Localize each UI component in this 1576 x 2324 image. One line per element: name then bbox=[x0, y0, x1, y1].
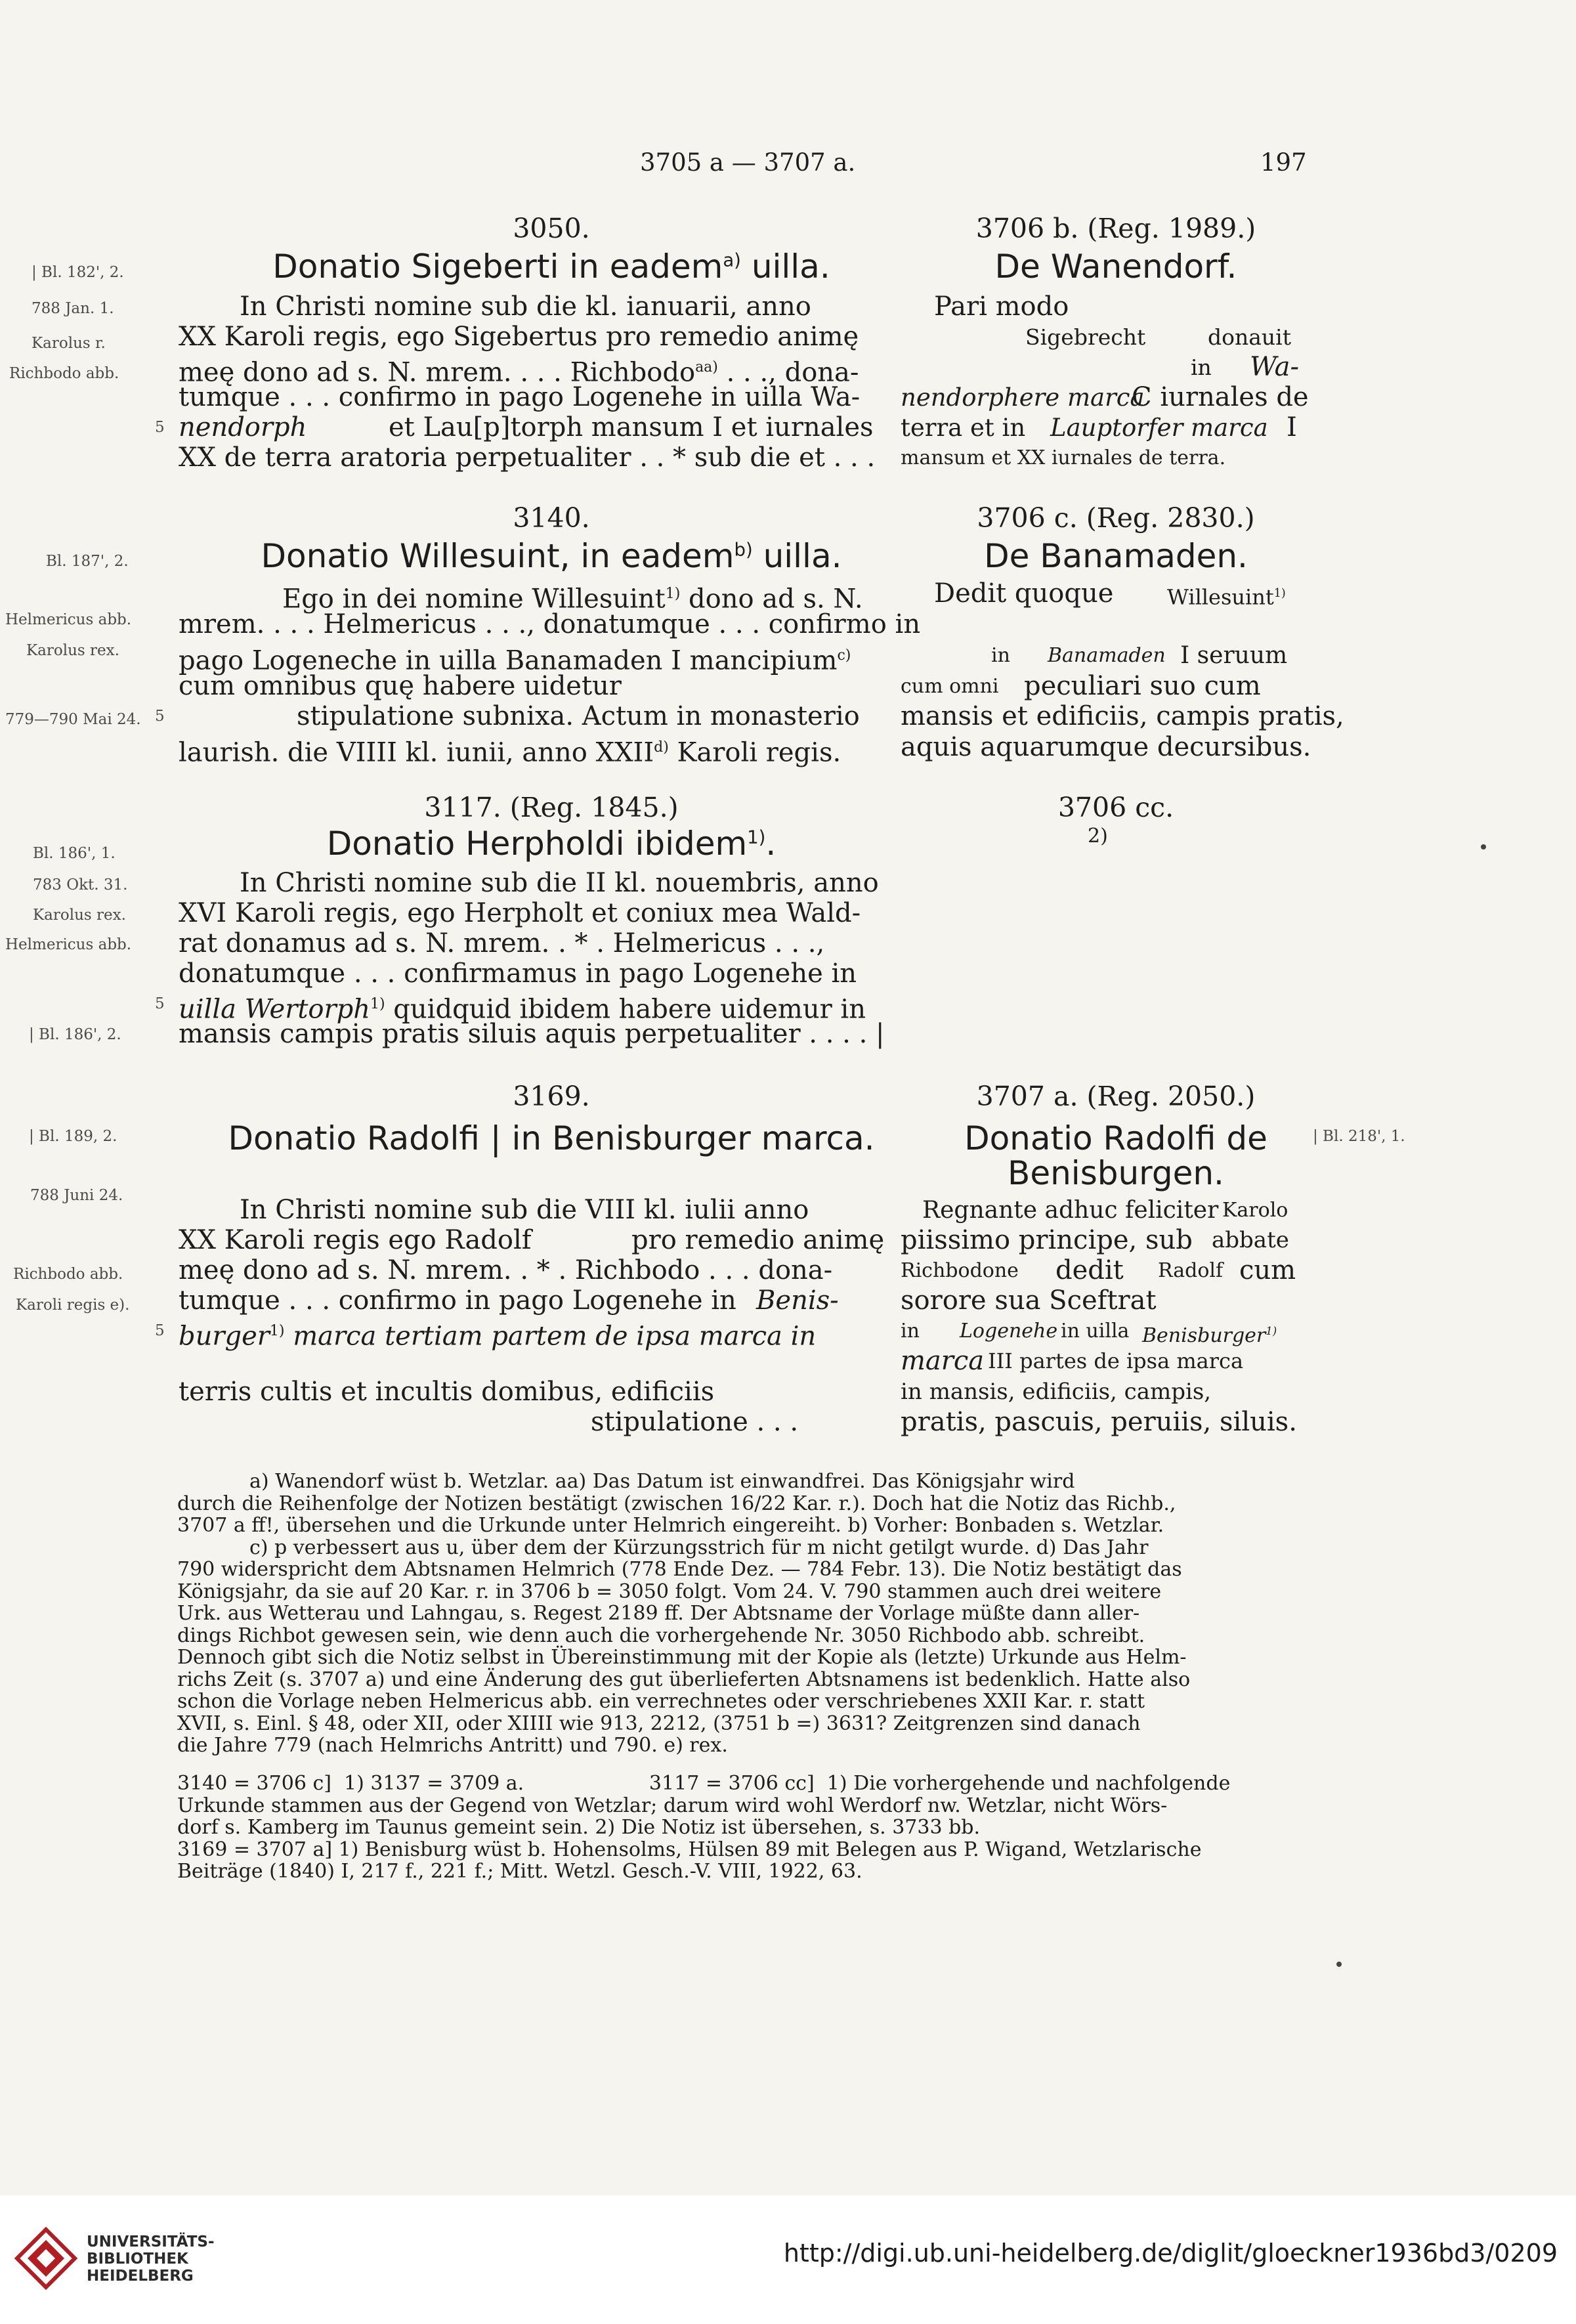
entry-number: 3707 a. (Reg. 2050.) bbox=[976, 1081, 1256, 1112]
margin-note: Helmericus abb. bbox=[5, 611, 132, 628]
footnote-line: 790 widerspricht dem Abtsnamen Helmrich (778 Ende Dez. — 784 Febr. 13). Die Notiz bestätigt das bbox=[177, 1558, 1182, 1581]
text-line: donauit bbox=[1208, 324, 1291, 350]
text-line: In Christi nomine sub die VIII kl. iulii anno bbox=[240, 1195, 809, 1225]
margin-note: Karolus rex. bbox=[33, 907, 126, 924]
text-line: pro remedio animę bbox=[631, 1225, 885, 1255]
text-line: peculiari suo cum bbox=[1024, 671, 1261, 701]
text-line: sorore sua Sceftrat bbox=[901, 1285, 1157, 1316]
text-line: in uilla bbox=[1061, 1320, 1130, 1343]
text-line: III partes de ipsa marca bbox=[988, 1348, 1244, 1373]
running-title: 3705 a — 3707 a. bbox=[640, 148, 856, 177]
text-line: Lauptorfer marca bbox=[1050, 414, 1268, 442]
text-line: cum omni bbox=[901, 675, 999, 698]
page-number: 197 bbox=[1260, 148, 1307, 177]
text-line: In Christi nomine sub die kl. ianuarii, anno bbox=[240, 291, 811, 322]
text-line: dedit bbox=[1055, 1255, 1124, 1285]
margin-note: | Bl. 218', 1. bbox=[1313, 1128, 1405, 1145]
entry-title-cont: Benisburgen. bbox=[1008, 1154, 1224, 1192]
text-line: I seruum bbox=[1180, 642, 1288, 669]
margin-note: Bl. 186', 1. bbox=[33, 845, 116, 862]
scan-speck bbox=[1336, 1962, 1342, 1967]
margin-note: Karolus r. bbox=[32, 335, 106, 352]
footnotes-commentary bbox=[177, 1773, 1230, 1883]
margin-note: | Bl. 189, 2. bbox=[29, 1128, 117, 1145]
footnote-line: Urk. aus Wetterau und Lahngau, s. Regest 2189 ff. Der Abtsname der Vorlage müßte dann aller- bbox=[177, 1602, 1140, 1625]
institution-name: UNIVERSITÄTS- BIBLIOTHEK HEIDELBERG bbox=[87, 2233, 215, 2285]
text-line: mrem. . . . Helmericus . . ., donatumque . . . confirmo in bbox=[179, 609, 921, 639]
footnote-line: 3140 = 3706 c] 1) 3137 = 3709 a. 3117 = 3706 cc] 1) Die vorhergehende und nachfolgende bbox=[177, 1772, 1231, 1795]
text-line: tumque . . . confirmo in pago Logenehe in uilla Wa- bbox=[179, 382, 861, 412]
footnote-line: a) Wanendorf wüst b. Wetzlar. aa) Das Datum ist einwandfrei. Das Königsjahr wird bbox=[249, 1470, 1075, 1493]
footnote-line: c) p verbessert aus u, über dem der Kürzungsstrich für m nicht getilgt wurde. d) Das Jahr bbox=[249, 1536, 1149, 1559]
text-line: mansis et edificiis, campis pratis, bbox=[901, 701, 1344, 731]
text-line: Benisburger$^{1)}$ bbox=[1142, 1324, 1277, 1347]
entry-title: Donatio Radolfi de bbox=[964, 1119, 1267, 1157]
footnote-line: XVII, s. Einl. § 48, oder XII, oder XIIII wie 913, 2212, (3751 b =) 3631? Zeitgrenzen sind danach bbox=[177, 1711, 1141, 1735]
footnotes-critical bbox=[177, 1471, 1190, 1757]
footnote-line: schon die Vorlage neben Helmericus abb. ein verrechnetes oder verschriebenes XXII Kar. r. statt bbox=[177, 1690, 1145, 1713]
margin-note: Richbodo abb. bbox=[9, 365, 119, 382]
text-line: Radolf bbox=[1158, 1259, 1224, 1282]
footnote-line: Königsjahr, da sie auf 20 Kar. r. in 3706 b = 3050 folgt. Vom 24. V. 790 stammen auch drei weitere bbox=[177, 1580, 1162, 1603]
entry-title: De Banamaden. bbox=[984, 537, 1248, 575]
margin-note: Karolus rex. bbox=[26, 642, 119, 659]
text-line: XX Karoli regis, ego Sigebertus pro remedio animę bbox=[179, 322, 859, 352]
text-line: terris cultis et incultis domibus, edificiis bbox=[179, 1377, 715, 1407]
text-line: abbate bbox=[1212, 1227, 1289, 1253]
text-line: in bbox=[901, 1320, 920, 1343]
text-line: Sigebrecht bbox=[1025, 324, 1146, 350]
text-line: Regnante adhuc feliciter bbox=[922, 1197, 1219, 1224]
text-line: stipulatione subnixa. Actum in monasterio bbox=[297, 701, 860, 731]
text-line: stipulatione . . . bbox=[591, 1407, 799, 1437]
footnote-line: durch die Reihenfolge der Notizen bestätigt (zwischen 16/22 Kar. r.). Doch hat die Notiz das Richb., bbox=[177, 1492, 1176, 1515]
footnote-line: dings Richbot gewesen sein, wie denn auch die vorhergehende Nr. 3050 Richbodo abb. schreibt. bbox=[177, 1624, 1145, 1647]
entry-number: 3169. bbox=[513, 1081, 590, 1112]
text-line: C iurnales de bbox=[1132, 382, 1309, 412]
text-line: In Christi nomine sub die II kl. nouembris, anno bbox=[240, 868, 879, 898]
footnote-line: dorf s. Kamberg im Taunus gemeint sein. 2) Die Notiz ist übersehen, s. 3733 bb. bbox=[177, 1816, 981, 1839]
text-line: Ego in dei nomine Willesuint$^{1)}$ dono ad s. N. bbox=[282, 584, 863, 614]
margin-note: Richbodo abb. bbox=[13, 1266, 123, 1283]
footnote-line: Dennoch gibt sich die Notiz selbst in Übereinstimmung mit der Kopie als (letzte) Urkunde aus Helm- bbox=[177, 1646, 1187, 1669]
text-line: I bbox=[1287, 412, 1297, 442]
text-line: piissimo principe, sub bbox=[901, 1225, 1193, 1255]
line-number: 5 bbox=[155, 419, 165, 436]
margin-note: 788 Jan. 1. bbox=[32, 300, 114, 317]
margin-note: 783 Okt. 31. bbox=[33, 876, 128, 893]
entry-title: De Wanendorf. bbox=[994, 247, 1237, 286]
line-number: 5 bbox=[155, 708, 165, 725]
source-url-link[interactable]: http://digi.ub.uni-heidelberg.de/diglit/gloeckner1936bd3/0209 bbox=[783, 2239, 1558, 2268]
text-line: in bbox=[1191, 355, 1212, 380]
text-line: Willesuint$^{1)}$ bbox=[1167, 584, 1286, 610]
text-line: terra et in bbox=[901, 414, 1026, 442]
text-line: meę dono ad s. N. mrem. . . . Richbodo$^{aa)}$ . . ., dona- bbox=[179, 357, 859, 388]
text-line: burger$^{1)}$ marca tertiam partem de ipsa marca in bbox=[179, 1321, 817, 1352]
footnote-line: Beiträge (1840) I, 217 f., 221 f.; Mitt. Wetzl. Gesch.-V. VIII, 1922, 63. bbox=[177, 1860, 863, 1883]
text-line: uilla Wertorph$^{1)}$ quidquid ibidem habere uidemur in bbox=[179, 994, 866, 1025]
entry-number: 3706 cc. bbox=[1057, 792, 1174, 823]
margin-note: Karoli regis e). bbox=[16, 1297, 130, 1314]
margin-note: Bl. 187', 2. bbox=[46, 553, 129, 570]
footnote-ref: 2) bbox=[1088, 825, 1108, 848]
text-line: in bbox=[991, 644, 1010, 667]
text-line: nendorph bbox=[179, 412, 307, 442]
entry-number: 3050. bbox=[513, 213, 590, 244]
entry-number: 3140. bbox=[513, 502, 590, 534]
footnote-line: Urkunde stammen aus der Gegend von Wetzlar; darum wird wohl Werdorf nw. Wetzlar, nicht Wörs- bbox=[177, 1794, 1168, 1817]
text-line: XX de terra aratoria perpetualiter . . * sub die et . . . bbox=[179, 442, 876, 473]
text-line: Dedit quoque bbox=[934, 578, 1114, 609]
text-line: XX Karoli regis ego Radolf bbox=[179, 1225, 532, 1255]
line-number: 5 bbox=[155, 1322, 165, 1339]
text-line: Logenehe bbox=[960, 1320, 1058, 1343]
text-line: marca bbox=[901, 1346, 985, 1376]
text-line: pratis, pascuis, peruiis, siluis. bbox=[901, 1407, 1297, 1437]
university-logo-icon bbox=[13, 2226, 79, 2291]
text-line: cum bbox=[1239, 1255, 1296, 1285]
text-line: Benis- bbox=[756, 1285, 839, 1316]
text-line: Karolo bbox=[1222, 1199, 1288, 1222]
text-line: rat donamus ad s. N. mrem. . * . Helmericus . . ., bbox=[179, 928, 825, 958]
margin-note: 788 Juni 24. bbox=[30, 1187, 123, 1204]
text-line: et Lau[p]torph mansum I et iurnales bbox=[389, 412, 874, 442]
entry-title: Donatio Radolfi | in Benisburger marca. bbox=[228, 1119, 875, 1157]
entry-title: Donatio Herpholdi ibidem$^{1)}$. bbox=[326, 825, 777, 863]
text-line: cum omnibus quę habere uidetur bbox=[179, 671, 622, 701]
footnote-line: richs Zeit (s. 3707 a) und eine Änderung des gut überlieferten Abtsnamens ist bedenklich. Hatte also bbox=[177, 1668, 1191, 1691]
footnote-line: 3169 = 3707 a] 1) Benisburg wüst b. Hohensolms, Hülsen 89 mit Belegen aus P. Wigand, Wetzlarische bbox=[177, 1838, 1202, 1861]
entry-number: 3706 b. (Reg. 1989.) bbox=[975, 213, 1256, 244]
text-line: mansis campis pratis siluis aquis perpetualiter . . . . | bbox=[179, 1019, 885, 1049]
line-number: 5 bbox=[155, 995, 165, 1012]
entry-number: 3706 c. (Reg. 2830.) bbox=[977, 502, 1255, 534]
entry-number: 3117. (Reg. 1845.) bbox=[424, 792, 679, 823]
margin-note: 779—790 Mai 24. bbox=[5, 711, 141, 728]
margin-note: | Bl. 182', 2. bbox=[32, 264, 124, 281]
text-line: mansum et XX iurnales de terra. bbox=[901, 446, 1226, 469]
text-line: pago Logeneche in uilla Banamaden I mancipium$^{c)}$ bbox=[179, 645, 851, 676]
margin-note: | Bl. 186', 2. bbox=[29, 1026, 121, 1043]
text-line: tumque . . . confirmo in pago Logenehe in bbox=[179, 1285, 736, 1316]
margin-note: Helmericus abb. bbox=[5, 936, 132, 953]
text-line: Richbodone bbox=[901, 1259, 1019, 1282]
text-line: donatumque . . . confirmamus in pago Logenehe in bbox=[179, 958, 857, 989]
entry-title: Donatio Willesuint, in eadem$^{b)}$ uilla. bbox=[261, 537, 842, 575]
text-line: nendorphere marca bbox=[901, 383, 1145, 412]
text-line: Pari modo bbox=[934, 291, 1069, 322]
text-line: laurish. die VIIII kl. iunii, anno XXII$^{d)}$ Karoli regis. bbox=[179, 737, 841, 768]
footer-bar bbox=[0, 2195, 1576, 2324]
text-line: XVI Karoli regis, ego Herpholt et coniux mea Wald- bbox=[179, 898, 861, 928]
entry-title: Donatio Sigeberti in eadem$^{a)}$ uilla. bbox=[272, 247, 830, 286]
footnote-line: die Jahre 779 (nach Helmrichs Antritt) und 790. e) rex. bbox=[177, 1734, 728, 1757]
scan-speck bbox=[1481, 844, 1486, 850]
footnote-line: 3707 a ff!, übersehen und die Urkunde unter Helmrich eingereiht. b) Vorher: Bonbaden s. Wetzlar. bbox=[177, 1514, 1164, 1537]
text-line: Wa- bbox=[1250, 352, 1299, 382]
text-line: aquis aquarumque decursibus. bbox=[901, 732, 1311, 762]
text-line: in mansis, edificiis, campis, bbox=[901, 1379, 1212, 1405]
text-line: meę dono ad s. N. mrem. . * . Richbodo . . . dona- bbox=[179, 1255, 833, 1285]
text-line: Banamaden bbox=[1048, 644, 1166, 667]
